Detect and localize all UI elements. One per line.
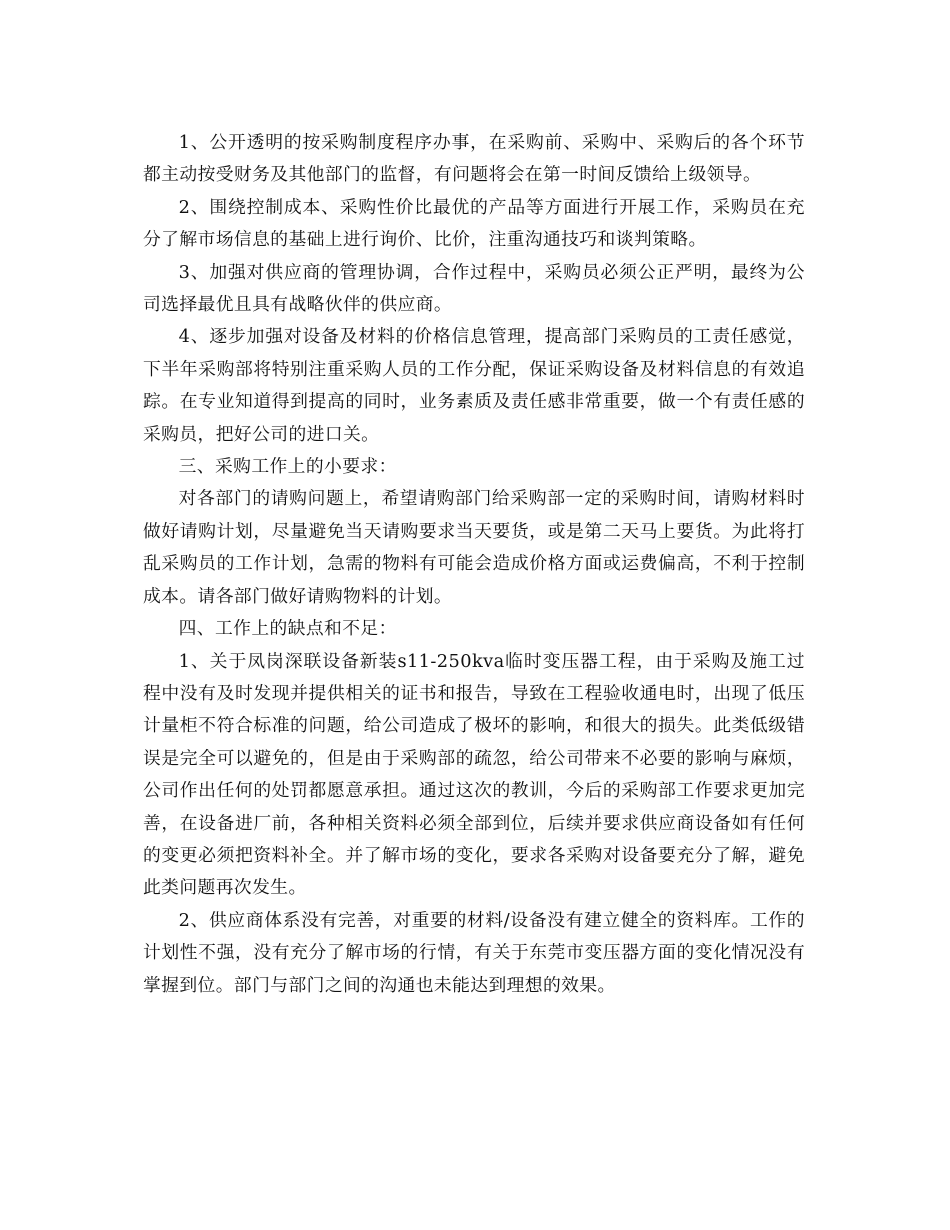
paragraph-7: 2、供应商体系没有完善，对重要的材料/设备没有建立健全的资料库。工作的计划性不强，没有充分了解市场的行情，有关于东莞市变压器方面的变化情况没有掌握到位。部门与部门之间的沟通也未能达到理想的效果。 [143,909,805,996]
document-body [143,127,805,1002]
section-heading-4: 四、工作上的缺点和不足： [178,618,397,640]
paragraph-2: 2、围绕控制成本、采购性价比最优的产品等方面进行开展工作，采购员在充分了解市场信息的基础上进行询价、比价，注重沟通技巧和谈判策略。 [143,196,805,251]
paragraph-3: 3、加强对供应商的管理协调，合作过程中，采购员必须公正严明，最终为公司选择最优且具有战略伙伴的供应商。 [143,261,805,316]
paragraph-4: 4、逐步加强对设备及材料的价格信息管理，提高部门采购员的工责任感觉，下半年采购部将特别注重采购人员的工作分配，保证采购设备及材料信息的有效追踪。在专业知道得到提高的同时，业务素质及责任感非常重要，做一个有责任感的采购员，把好公司的进口关。 [143,326,805,445]
paragraph-5: 对各部门的请购问题上，希望请购部门给采购部一定的采购时间，请购材料时做好请购计划，尽量避免当天请购要求当天要货，或是第二天马上要货。为此将打乱采购员的工作计划，急需的物料有可能会造成价格方面或运费偏高，不利于控制成本。请各部门做好请购物料的计划。 [143,488,805,607]
paragraph-1: 1、公开透明的按采购制度程序办事，在采购前、采购中、采购后的各个环节都主动按受财务及其他部门的监督，有问题将会在第一时间反馈给上级领导。 [143,132,805,186]
section-heading-3: 三、采购工作上的小要求： [178,456,397,478]
paragraph-6: 1、关于凤岗深联设备新装s11-250kva临时变压器工程，由于采购及施工过程中没有及时发现并提供相关的证书和报告，导致在工程验收通电时，出现了低压计量柜不符合标准的问题，给公司造成了极坏的影响，和很大的损失。此类低级错误是完全可以避免的，但是由于采购部的疏忽，给公司带来不必要的影响与麻烦，公司作出任何的处罚都愿意承担。通过这次的教训，今后的采购部工作要求更加完善，在设备进厂前，各种相关资料必须全部到位，后续并要求供应商设备如有任何的变更必须把资料补全。并了解市场的变化，要求各采购对设备要充分了解，避免此类问题再次发生。 [143,650,805,899]
